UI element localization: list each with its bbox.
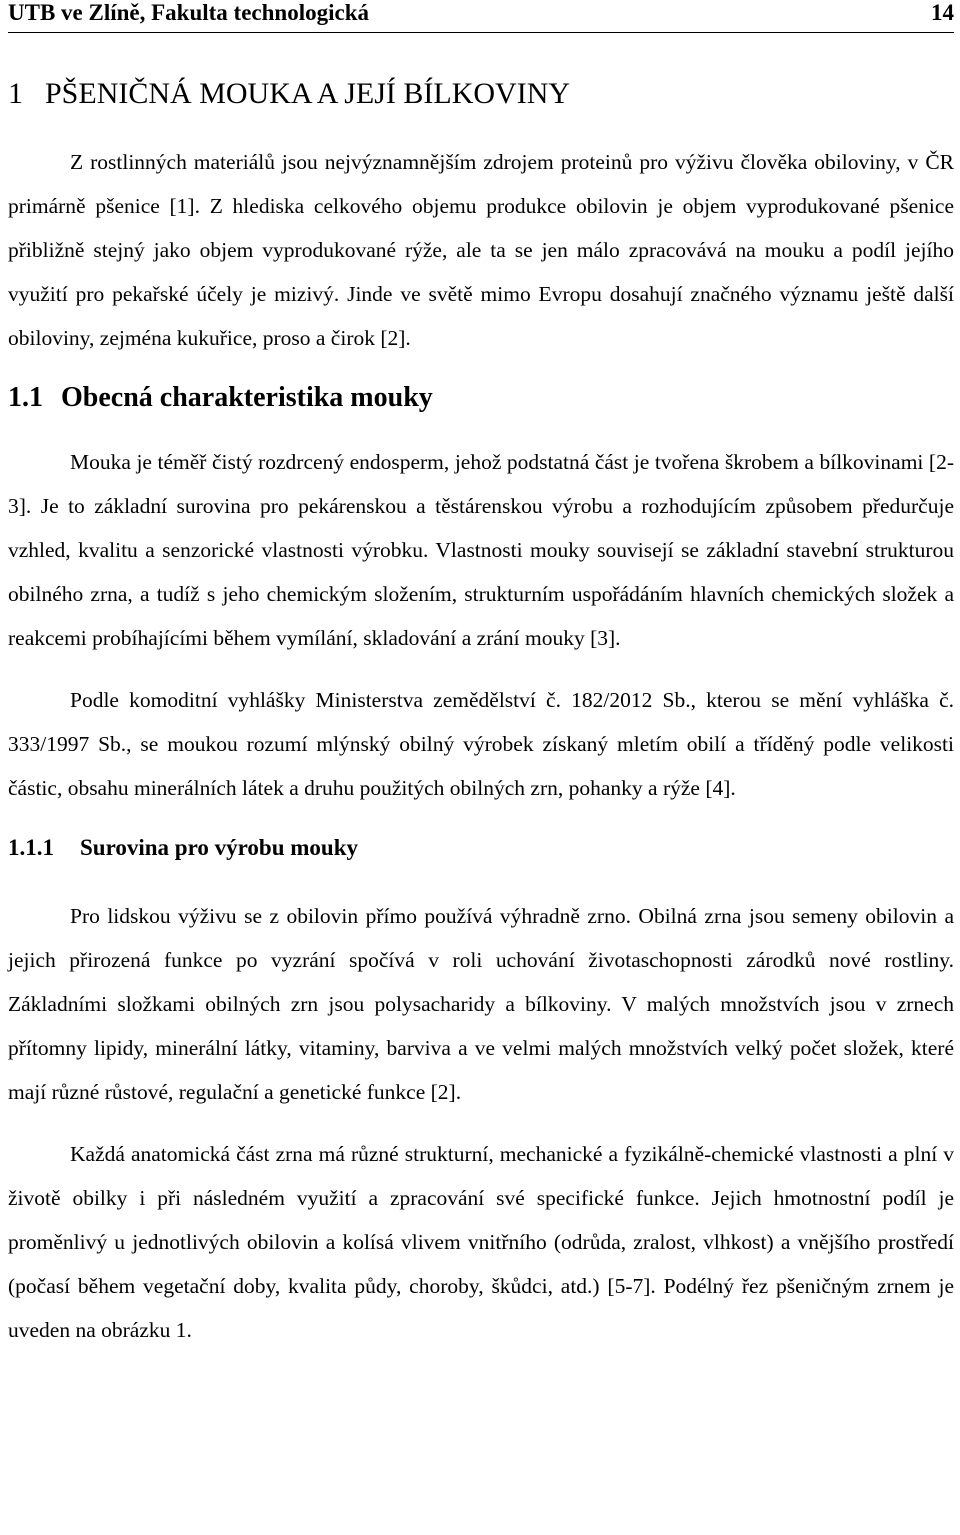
chapter-number: 1 — [8, 77, 23, 110]
paragraph: Mouka je téměř čistý rozdrcený endosperm, jehož podstatná část je tvořena škrobem a bílkovinami [2-3]. Je to základní surovina pro pekárenskou a těstárenskou výrobu a rozhodujícím způsobem předurčuje vzhled, kvalitu a senzorické vlastnosti výrobku. Vlastnosti mouky souvisejí se základní stavební strukturou obilného zrna, a tudíž s jeho chemickým složením, strukturním uspořádáním hlavních chemických složek a reakcemi probíhajícími během vymílání, skladování a zrání mouky [3]. — [8, 450, 954, 650]
page-header — [8, 0, 954, 33]
subsection-heading-1-1-1 — [8, 830, 954, 866]
page-number: 14 — [931, 0, 954, 25]
subsection-title: Surovina pro výrobu mouky — [80, 835, 359, 860]
chapter-title: PŠENIČNÁ MOUKA A JEJÍ BÍLKOVINY — [45, 77, 571, 110]
paragraph: Pro lidskou výživu se z obilovin přímo používá výhradně zrno. Obilná zrna jsou semeny obilovin a jejich přirozená funkce po vyzrání spočívá v roli uchování životaschopnosti zárodků nové rostliny. Základními složkami obilných zrn jsou polysacharidy a bílkoviny. V malých množstvích jsou v zrnech přítomny lipidy, minerální látky, vitaminy, barviva a ve velmi malých množstvích velký počet složek, které mají různé růstové, regulační a genetické funkce [2]. — [8, 904, 954, 1104]
section-heading-1-1 — [8, 378, 954, 418]
page-content — [8, 72, 954, 1370]
section-title: Obecná charakteristika mouky — [61, 382, 433, 413]
chapter-heading — [8, 72, 954, 116]
paragraph: Podle komoditní vyhlášky Ministerstva zemědělství č. 182/2012 Sb., kterou se mění vyhláška č. 333/1997 Sb., se moukou rozumí mlýnský obilný výrobek získaný mletím obilí a tříděný podle velikosti částic, obsahu minerálních látek a druhu použitých obilných zrn, pohanky a rýže [4]. — [8, 688, 954, 800]
subsection-number: 1.1.1 — [8, 835, 54, 860]
header-institution: UTB ve Zlíně, Fakultа technologická — [8, 0, 369, 25]
section-number: 1.1 — [8, 382, 43, 413]
intro-paragraph: Z rostlinných materiálů jsou nejvýznamnějším zdrojem proteinů pro výživu člověka obiloviny, v ČR primárně pšenice [1]. Z hlediska celkového objemu produkce obilovin je objem vyprodukované pšenice přibližně stejný jako objem vyprodukované rýže, ale ta se jen málo zpracovává na mouku a podíl jejího využití pro pekařské účely je mizivý. Jinde ve světě mimo Evropu dosahují značného významu ještě další obiloviny, zejména kukuřice, proso a čirok [2]. — [8, 150, 954, 350]
paragraph: Každá anatomická část zrna má různé strukturní, mechanické a fyzikálně-chemické vlastnosti a plní v životě obilky i při následném využití a zpracování své specifické funkce. Jejich hmotnostní podíl je proměnlivý u jednotlivých obilovin a kolísá vlivem vnitřního (odrůda, zralost, vlhkost) a vnějšího prostředí (počasí během vegetační doby, kvalita půdy, choroby, škůdci, atd.) [5-7]. Podélný řez pšeničným zrnem je uveden na obrázku 1. — [8, 1142, 954, 1342]
